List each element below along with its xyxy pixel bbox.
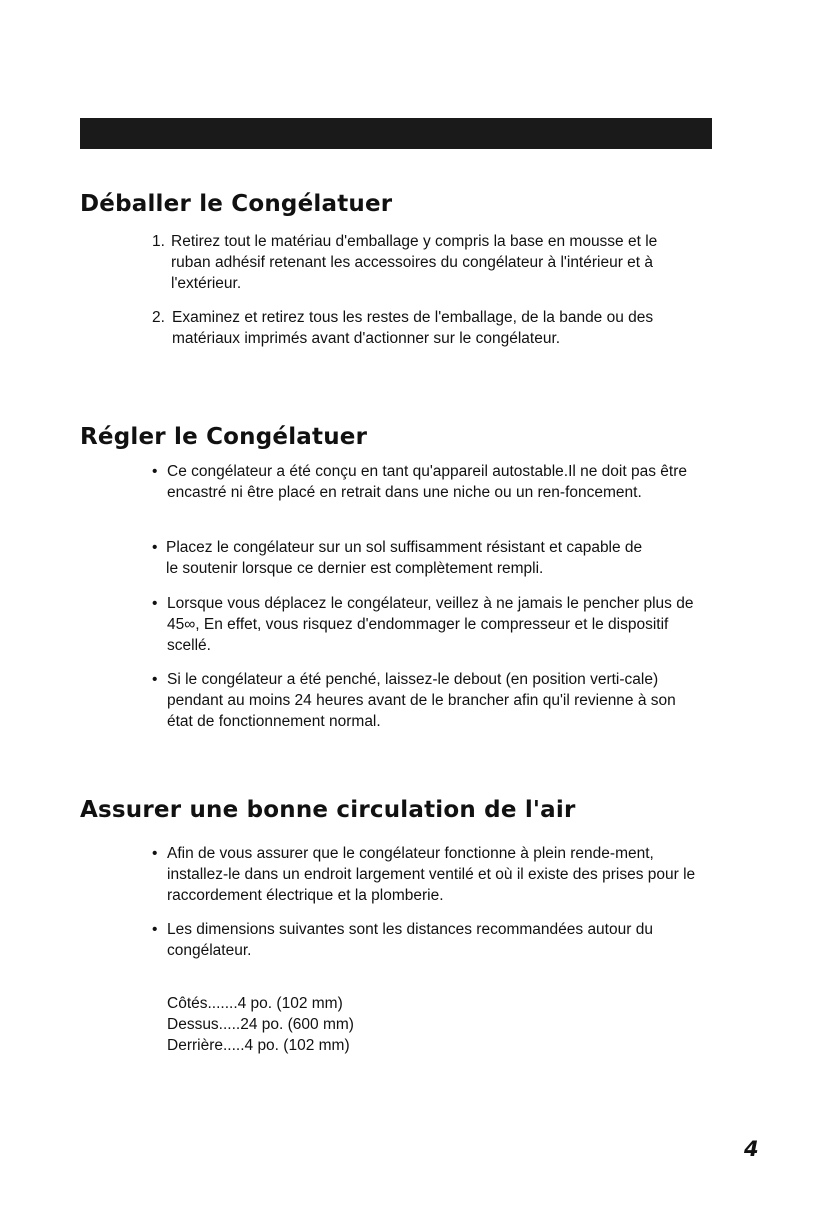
list-item [152, 307, 697, 349]
bullet: • [152, 845, 158, 862]
item-text: Les dimensions suivantes sont les distances recommandées autour du congélateur. [167, 921, 653, 959]
dimensions-list [167, 993, 354, 1056]
list-item [152, 537, 697, 579]
dimension-top: Dessus.....24 po. (600 mm) [167, 1016, 354, 1033]
bullet: • [152, 671, 158, 688]
item-text: Lorsque vous déplacez le congélateur, veillez à ne jamais le pencher plus de 45∞, En effet, vous risquez d'endommager le compresseur et le dispositif scellé. [167, 595, 694, 654]
item-text: Retirez tout le matériau d'emballage y compris la base en mousse et le ruban adhésif retenant les accessoires du congélateur à l'intérieur et à l'extérieur. [171, 233, 658, 292]
item-text: Placez le congélateur sur un sol suffisamment résistant et capable de le soutenir lorsque ce dernier est complètement rempli. [166, 539, 643, 577]
header-bar [80, 118, 712, 149]
item-text: Afin de vous assurer que le congélateur fonctionne à plein rende-ment, installez-le dans un endroit largement ventilé et où il existe des prises pour le raccordement électrique et la plomberie. [167, 845, 696, 904]
dimension-sides: Côtés.......4 po. (102 mm) [167, 995, 343, 1012]
bullet: • [152, 463, 158, 480]
list-item [152, 843, 697, 906]
section-title-deballer: Déballer le Congélatuer [80, 191, 393, 217]
item-text: Si le congélateur a été penché, laissez-le debout (en position verti-cale) pendant au moins 24 heures avant de le brancher afin qu'il revienne à son état de fonctionnement normal. [167, 671, 676, 730]
list-item [152, 593, 697, 656]
list-item [152, 669, 697, 732]
item-number: 1. [152, 233, 165, 250]
bullet: • [152, 539, 158, 556]
section-title-circulation: Assurer une bonne circulation de l'air [80, 797, 576, 823]
list-item [152, 461, 697, 503]
list-item [152, 919, 697, 961]
item-number: 2. [152, 309, 165, 326]
item-text: Ce congélateur a été conçu en tant qu'appareil autostable.Il ne doit pas être encastré ni être placé en retrait dans une niche ou un ren-foncement. [167, 463, 687, 501]
bullet: • [152, 595, 158, 612]
list-item [152, 231, 697, 294]
item-text: Examinez et retirez tous les restes de l'emballage, de la bande ou des matériaux imprimés avant d'actionner sur le congélateur. [172, 309, 654, 347]
dimension-back: Derrière.....4 po. (102 mm) [167, 1037, 350, 1054]
page-number: 4 [744, 1137, 759, 1161]
section-title-regler: Régler le Congélatuer [80, 424, 368, 450]
bullet: • [152, 921, 158, 938]
